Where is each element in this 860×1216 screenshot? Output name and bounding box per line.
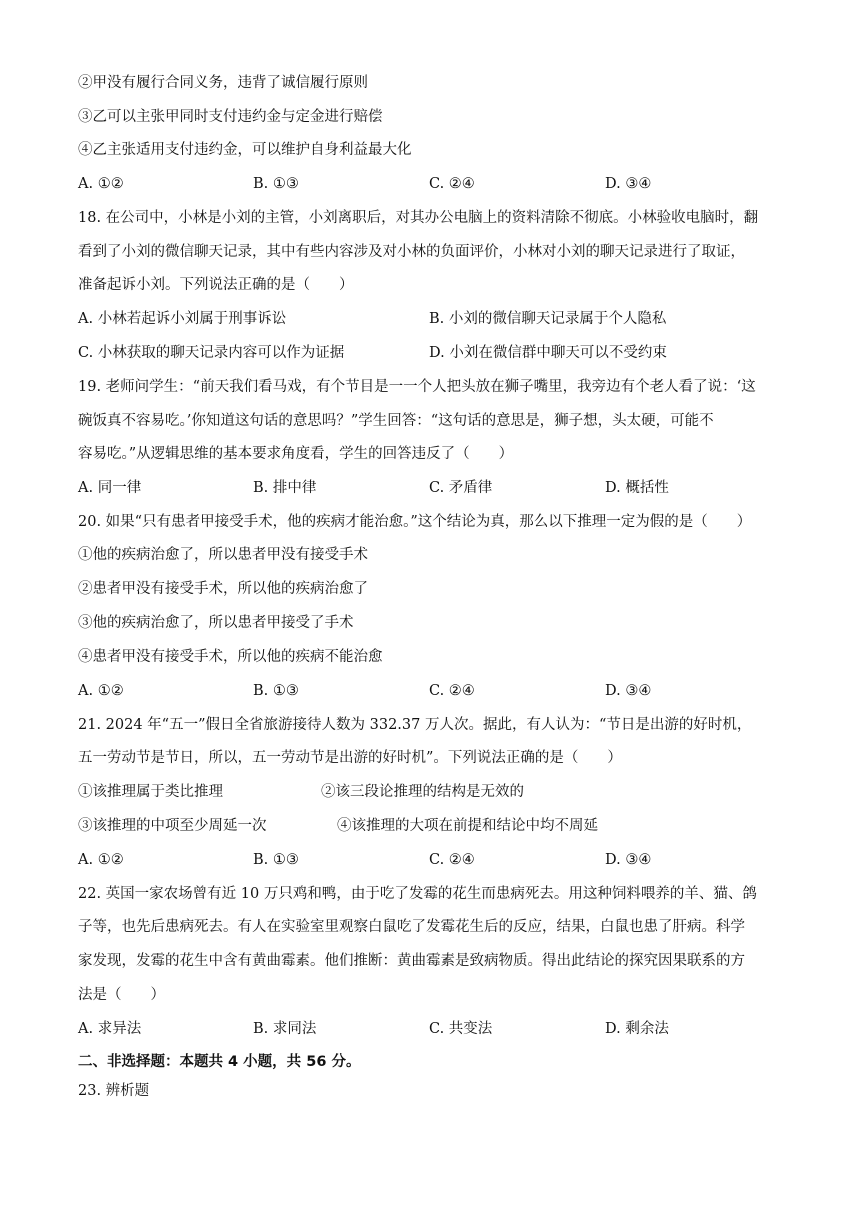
q18-option-b: B. 小刘的微信聊天记录属于个人隐私 bbox=[429, 311, 667, 327]
q17-statement-3: ③乙可以主张甲同时支付违约金与定金进行赔偿 bbox=[78, 109, 383, 125]
q17-option-b: B. ①③ bbox=[253, 176, 299, 192]
q17-option-c: C. ②④ bbox=[429, 176, 475, 192]
q19-option-c: C. 矛盾律 bbox=[429, 480, 493, 496]
q21-stem-line-1: 21. 2024 年“五一”假日全省旅游接待人数为 332.37 万人次。据此，有人认为：“节日是出游的好时机， bbox=[78, 717, 752, 733]
q21-option-a: A. ①② bbox=[78, 852, 124, 868]
q21-statement-3: ③该推理的中项至少周延一次 bbox=[78, 818, 267, 834]
q21-statements-row-1 bbox=[78, 782, 798, 802]
q22-stem-line-3: 家发现，发霉的花生中含有黄曲霉素。他们推断：黄曲霉素是致病物质。得出此结论的探究因果联系的方 bbox=[78, 953, 745, 969]
q21-statements-row-2 bbox=[78, 816, 798, 836]
q19-stem-line-1: 19. 老师问学生：“前天我们看马戏，有个节目是一一个人把头放在狮子嘴里，我旁边有个老人看了说：‘这 bbox=[78, 379, 756, 395]
q22-option-a: A. 求异法 bbox=[78, 1021, 142, 1037]
q18-option-c: C. 小林获取的聊天记录内容可以作为证据 bbox=[78, 345, 345, 361]
q22-options bbox=[78, 1019, 798, 1039]
q18-options-row-2 bbox=[78, 343, 798, 363]
q21-option-c: C. ②④ bbox=[429, 852, 475, 868]
q20-statement-4: ④患者甲没有接受手术，所以他的疾病不能治愈 bbox=[78, 649, 383, 665]
q18-option-d: D. 小刘在微信群中聊天可以不受约束 bbox=[429, 345, 667, 361]
q20-option-d: D. ③④ bbox=[605, 683, 652, 699]
q22-stem-line-2: 子等，也先后患病死去。有人在实验室里观察白鼠吃了发霉花生后的反应，结果，白鼠也患了肝病。科学 bbox=[78, 919, 745, 935]
q22-option-d: D. 剩余法 bbox=[605, 1021, 669, 1037]
q20-options bbox=[78, 681, 798, 701]
q23-title: 23. 辨析题 bbox=[78, 1083, 150, 1099]
q20-statement-3: ③他的疾病治愈了，所以患者甲接受了手术 bbox=[78, 615, 354, 631]
q20-option-c: C. ②④ bbox=[429, 683, 475, 699]
q22-option-c: C. 共变法 bbox=[429, 1021, 493, 1037]
q22-option-b: B. 求同法 bbox=[253, 1021, 317, 1037]
q22-stem-line-4: 法是（ ） bbox=[78, 987, 165, 1003]
q19-stem-line-3: 容易吃。”从逻辑思维的基本要求角度看，学生的回答违反了（ ） bbox=[78, 446, 514, 462]
q17-option-a: A. ①② bbox=[78, 176, 124, 192]
q20-statement-1: ①他的疾病治愈了，所以患者甲没有接受手术 bbox=[78, 547, 368, 563]
q21-statement-4: ④该推理的大项在前提和结论中均不周延 bbox=[337, 818, 598, 834]
q20-option-a: A. ①② bbox=[78, 683, 124, 699]
q18-stem-line-1: 18. 在公司中，小林是小刘的主管，小刘离职后，对其办公电脑上的资料清除不彻底。小林验收电脑时，翻 bbox=[78, 210, 759, 226]
q21-option-d: D. ③④ bbox=[605, 852, 652, 868]
q19-option-b: B. 排中律 bbox=[253, 480, 317, 496]
q18-options-row-1 bbox=[78, 309, 798, 329]
q17-options bbox=[78, 174, 798, 194]
q19-option-d: D. 概括性 bbox=[605, 480, 669, 496]
q21-option-b: B. ①③ bbox=[253, 852, 299, 868]
q17-option-d: D. ③④ bbox=[605, 176, 652, 192]
q20-option-b: B. ①③ bbox=[253, 683, 299, 699]
q17-statement-2: ②甲没有履行合同义务，违背了诚信履行原则 bbox=[78, 75, 368, 91]
q19-stem-line-2: 碗饭真不容易吃。’你知道这句话的意思吗？”学生回答：“这句话的意思是，狮子想，头太硬，可能不 bbox=[78, 413, 714, 429]
q18-stem-line-2: 看到了小刘的微信聊天记录，其中有些内容涉及对小林的负面评价，小林对小刘的聊天记录进行了取证， bbox=[78, 244, 745, 260]
q22-stem-line-1: 22. 英国一家农场曾有近 10 万只鸡和鸭，由于吃了发霉的花生而患病死去。用这种饲料喂养的羊、猫、鸽 bbox=[78, 886, 757, 902]
q21-statement-2: ②该三段论推理的结构是无效的 bbox=[321, 784, 524, 800]
q20-stem: 20. 如果“只有患者甲接受手术，他的疾病才能治愈。”这个结论为真，那么以下推理一定为假的是（ ） bbox=[78, 514, 752, 530]
q21-statement-1: ①该推理属于类比推理 bbox=[78, 784, 223, 800]
q21-options bbox=[78, 850, 798, 870]
q19-options bbox=[78, 478, 798, 498]
q17-statement-4: ④乙主张适用支付违约金，可以维护自身利益最大化 bbox=[78, 142, 412, 158]
q19-option-a: A. 同一律 bbox=[78, 480, 142, 496]
q20-statement-2: ②患者甲没有接受手术，所以他的疾病治愈了 bbox=[78, 581, 368, 597]
q18-stem-line-3: 准备起诉小刘。下列说法正确的是（ ） bbox=[78, 277, 354, 293]
section-heading: 二、非选择题：本题共 4 小题，共 56 分。 bbox=[78, 1054, 361, 1070]
q18-option-a: A. 小林若起诉小刘属于刑事诉讼 bbox=[78, 311, 287, 327]
q21-stem-line-2: 五一劳动节是节日，所以，五一劳动节是出游的好时机”。下列说法正确的是（ ） bbox=[78, 750, 622, 766]
